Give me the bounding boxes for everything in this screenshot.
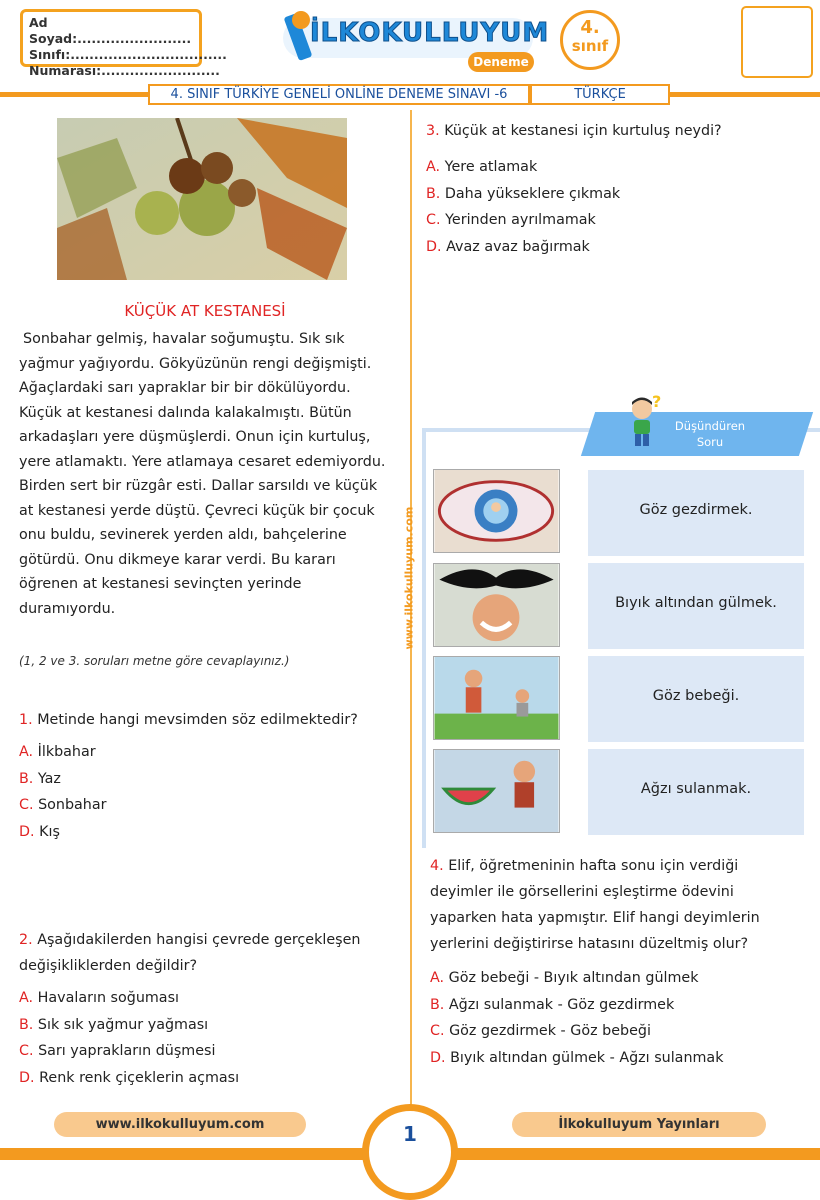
number-line: Numarası:......................... <box>29 63 220 78</box>
thinking-kid-icon <box>622 393 666 449</box>
question-3 <box>426 118 806 260</box>
option-d[interactable]: D. Bıyık altından gülmek - Ağzı sulanmak <box>430 1049 724 1066</box>
option-a[interactable]: A. Göz bebeği - Bıyık altından gülmek <box>430 970 699 986</box>
question-1 <box>19 707 399 845</box>
subject-label: TÜRKÇE <box>530 84 670 105</box>
questions-note: (1, 2 ve 3. soruları metne göre cevaplayınız.) <box>19 654 290 668</box>
exam-title: 4. SINIF TÜRKİYE GENELİ ONLİNE DENEME SINAVI -6 <box>148 84 530 105</box>
page-number: 1 <box>403 1122 417 1146</box>
question-text: Metinde hangi mevsimden söz edilmektedir? <box>37 712 358 728</box>
mustache-drawing <box>433 563 560 647</box>
horse-chestnut-photo <box>57 118 347 280</box>
question-number: 3. <box>426 123 440 139</box>
idiom-cell-4: Ağzı sulanmak. <box>588 749 804 835</box>
option-c[interactable]: C. Göz gezdirmek - Göz bebeği <box>430 1023 651 1039</box>
eye-drawing <box>433 469 560 553</box>
passage-body: Sonbahar gelmiş, havalar soğumuştu. Sık sık yağmur yağıyordu. Gökyüzünün rengi değişmişti. Ağaçlardaki sarı yapraklar bir bir dökülüyordu. Küçük at kestanesi dalında kalakalmıştı. Bütün arkadaşları yere düşmüşlerdi. Onun için kurtuluş, yere atlamaktı. Yere atlamaya cesaret edemiyordu. Birden sert bir rüzgâr esti. Dallar sarsıldı ve küçük at kestanesi yerde düştü. Çevreci küçük bir çocuk onu buldu, sevinerek yerden aldı, bahçelerine götürdü. Onu dikmeye karar verdi. Bu kararı öğrenen at kestanesi sevinçten yerinde duramıyordu. <box>19 331 386 617</box>
vertical-website-text: www.ilkokulluyum.com <box>402 506 416 650</box>
class-line: Sınıfı:................................. <box>29 47 227 62</box>
option-c[interactable]: C. Sonbahar <box>19 797 107 813</box>
question-4 <box>430 853 800 1071</box>
question-number: 4. <box>430 858 444 874</box>
option-a[interactable]: A. Havaların soğuması <box>19 990 179 1006</box>
idiom-cell-3: Göz bebeği. <box>588 656 804 742</box>
svg-text:?: ? <box>652 393 662 411</box>
question-number: 1. <box>19 712 33 728</box>
question-text: Küçük at kestanesi için kurtuluş neydi? <box>444 123 722 139</box>
vertical-website <box>394 500 424 660</box>
grade-badge <box>560 10 620 70</box>
option-d[interactable]: D. Kış <box>19 823 60 840</box>
father-child-drawing <box>433 656 560 740</box>
grade-number: 4. <box>580 17 600 38</box>
footer-website[interactable]: www.ilkokulluyum.com <box>54 1112 306 1137</box>
footer-publisher: İlkokulluyum Yayınları <box>512 1112 766 1137</box>
option-c[interactable]: C. Yerinden ayrılmamak <box>426 212 596 228</box>
option-b[interactable]: B. Yaz <box>19 770 61 787</box>
deneme-badge: Deneme <box>468 52 534 72</box>
option-c[interactable]: C. Sarı yaprakların düşmesi <box>19 1043 216 1059</box>
option-a[interactable]: A. İlkbahar <box>19 744 96 760</box>
grade-word: sınıf <box>571 37 609 55</box>
option-b[interactable]: B. Ağzı sulanmak - Göz gezdirmek <box>430 996 675 1013</box>
option-d[interactable]: D. Renk renk çiçeklerin açması <box>19 1069 240 1086</box>
question-text: Aşağıdakilerden hangisi çevrede gerçekleşen değişikliklerden değildir? <box>19 932 361 974</box>
question-text: Elif, öğretmeninin hafta sonu için verdiği deyimler ile görsellerini eşleştirme ödevini yaparken hata yapmıştır. Elif hangi deyimlerin yerlerini değiştirirse hatasını düzeltmiş olur? <box>430 858 760 952</box>
idiom-cell-2: Bıyık altından gülmek. <box>588 563 804 649</box>
watermelon-drawing <box>433 749 560 833</box>
idiom-cell-1: Göz gezdirmek. <box>588 470 804 556</box>
page-number-badge <box>362 1104 458 1200</box>
name-line: Ad Soyad:........................ <box>29 15 192 46</box>
question-number: 2. <box>19 932 33 948</box>
question-2 <box>19 927 404 1091</box>
student-info-box <box>20 9 227 78</box>
logo-text: İLKOKULLUYUM <box>310 18 550 48</box>
thinking-frame-left <box>422 428 426 848</box>
score-box <box>741 6 813 78</box>
option-b[interactable]: B. Daha yükseklere çıkmak <box>426 185 621 202</box>
option-d[interactable]: D. Avaz avaz bağırmak <box>426 238 590 255</box>
option-b[interactable]: B. Sık sık yağmur yağması <box>19 1016 209 1033</box>
passage-title: KÜÇÜK AT KESTANESİ <box>124 302 286 320</box>
thinking-banner-text: Düşündüren Soru <box>674 419 746 449</box>
option-a[interactable]: A. Yere atlamak <box>426 159 538 175</box>
